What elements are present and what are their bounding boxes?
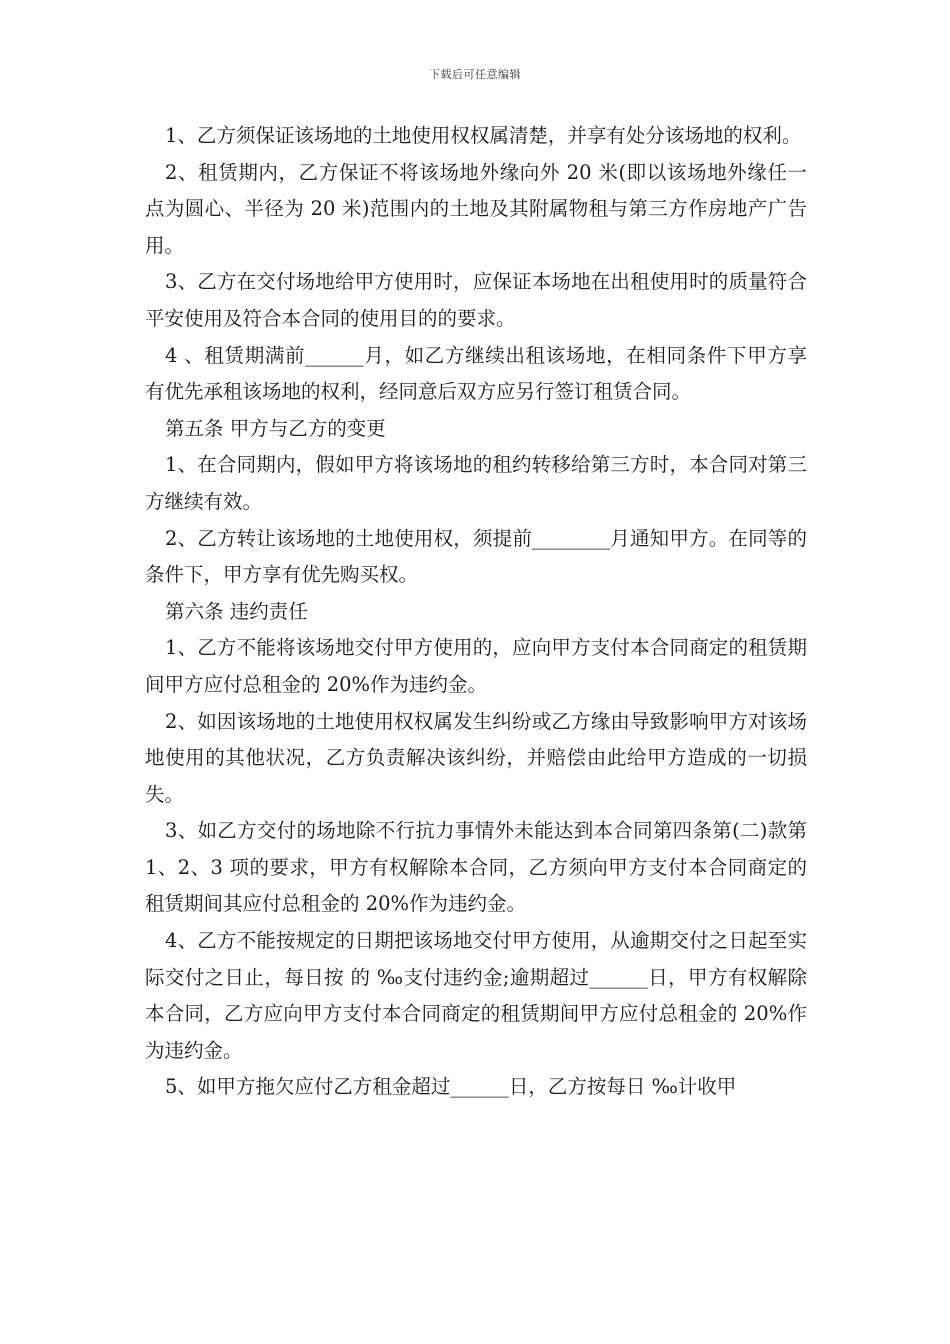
- clause-paragraph-6-1: 1、乙方不能将该场地交付甲方使用的，应向甲方支付本合同商定的租赁期间甲方应付总租金的 20%作为违约金。: [145, 636, 807, 696]
- clause-paragraph-6-3: 3、如乙方交付的场地除不行抗力事情外未能达到本合同第四条第(二)款第 1、2、3 项的要求，甲方有权解除本合同，乙方须向甲方支付本合同商定的租赁期间其应付总租金的 20%作为违约金。: [145, 819, 814, 916]
- clause-paragraph-5-2: 2、乙方转让该场地的土地使用权，须提前________月通知甲方。在同等的条件下，甲方享有优先购买权。: [145, 526, 807, 587]
- clause-paragraph-5-1: 1、在合同期内，假如甲方将该场地的租约转移给第三方时，本合同对第三方继续有效。: [145, 453, 807, 513]
- clause-paragraph-3: 3、乙方在交付场地给甲方使用时，应保证本场地在出租使用时的质量符合平安使用及符合本合同的使用目的的要求。: [145, 270, 807, 330]
- document-body: [145, 118, 814, 1106]
- clause-paragraph-6-2: 2、如因该场地的土地使用权权属发生纠纷或乙方缘由导致影响甲方对该场地使用的其他状况，乙方负责解决该纠纷，并赔偿由此给甲方造成的一切损失。: [145, 709, 807, 806]
- section-heading-article-6: 第六条 违约责任: [165, 599, 308, 623]
- clause-paragraph-6-4: 4、乙方不能按规定的日期把该场地交付甲方使用，从逾期交付之日起至实际交付之日止，每日按 的 ‰支付违约金;逾期超过______日，甲方有权解除本合同，乙方应向甲方支付本合同商定的租赁期间甲方应付总租金的 20%作为违约金。: [145, 929, 807, 1062]
- clause-paragraph-1: 1、乙方须保证该场地的土地使用权权属清楚，并享有处分该场地的权利。: [165, 124, 802, 147]
- page-header: 下载后可任意编辑: [429, 68, 521, 81]
- clause-paragraph-6-5: 5、如甲方拖欠应付乙方租金超过______日，乙方按每日 ‰计收甲: [165, 1075, 737, 1099]
- clause-paragraph-2: 2、租赁期内，乙方保证不将该场地外缘向外 20 米(即以该场地外缘任一点为圆心、半径为 20 米)范围内的土地及其附属物租与第三方作房地产广告用。: [145, 160, 807, 257]
- clause-paragraph-4: 4 、租赁期满前______月，如乙方继续出租该场地，在相同条件下甲方享有优先承租该场地的权利，经同意后双方应另行签订租赁合同。: [145, 343, 807, 404]
- section-heading-article-5: 第五条 甲方与乙方的变更: [165, 416, 386, 440]
